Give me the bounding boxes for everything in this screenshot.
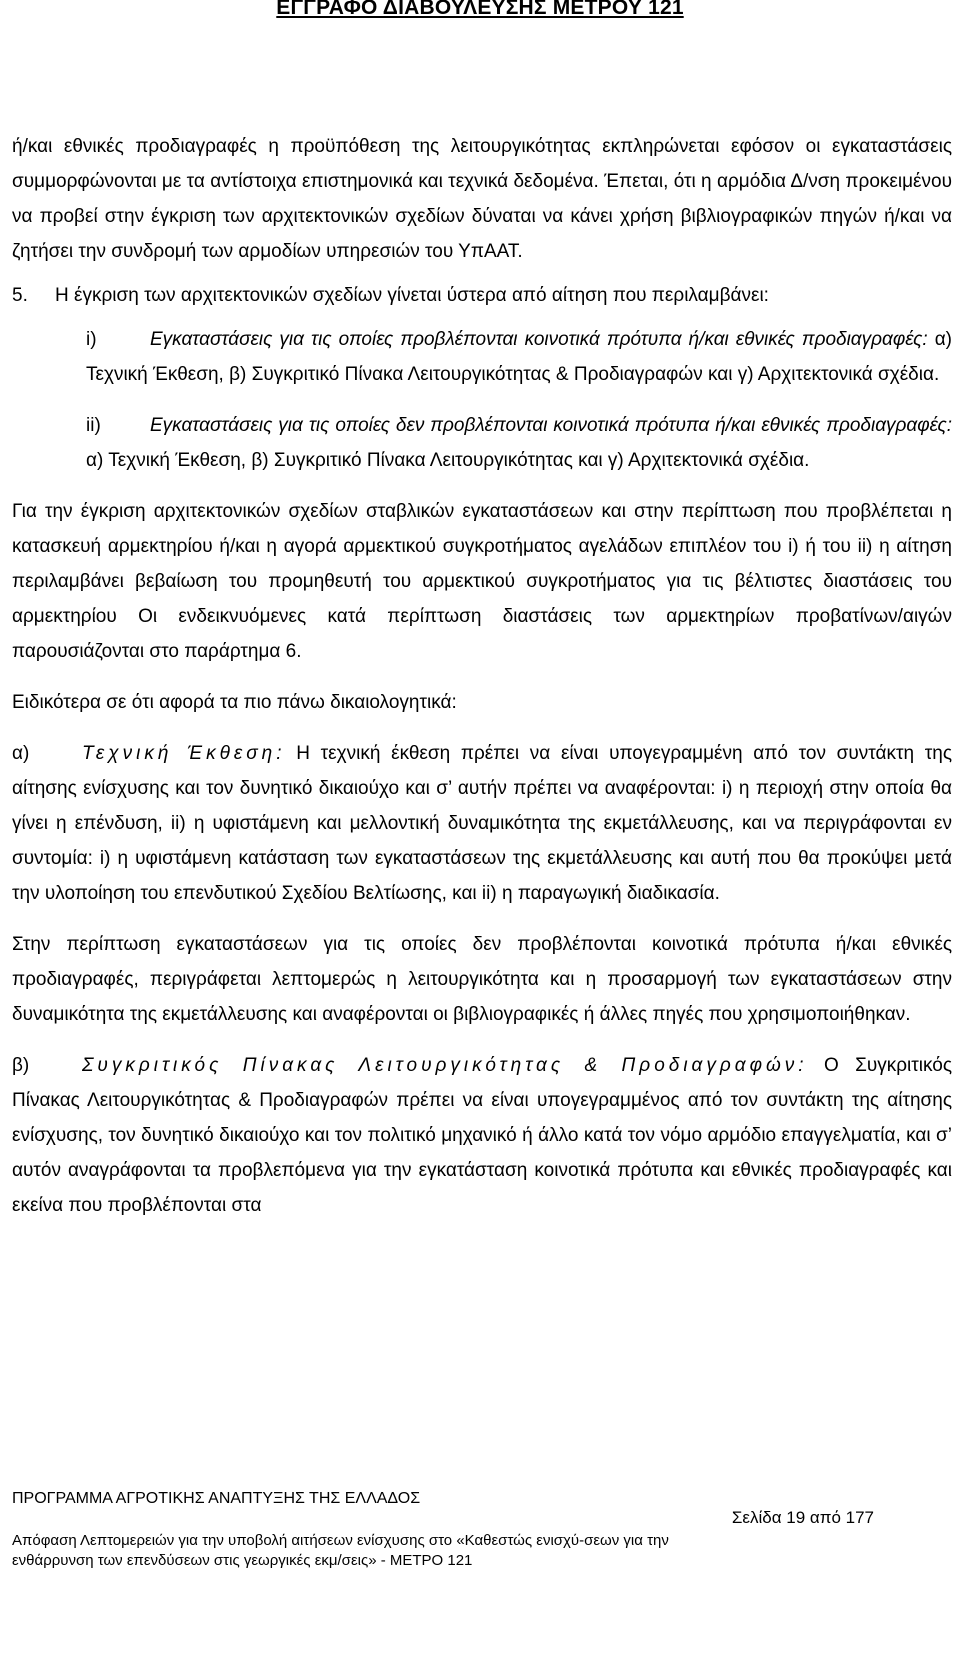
item-beta-label: β) (12, 1055, 30, 1076)
paragraph-no-standards: Στην περίπτωση εγκαταστάσεων για τις οποίες δεν προβλέπονται κοινοτικά πρότυπα ή/και εθνικές προδιαγραφές, περιγράφεται λεπτομερώς η λειτουργικότητα και η προσαρμογή των εγκαταστάσεων στην δυναμικότητα της εκμετάλλευσης και αναφέρονται οι βιβλιογραφικές ή άλλες πηγές που χρησιμοποιήθηκαν. (12, 934, 952, 1025)
item-beta (12, 1048, 952, 1223)
item-alpha (12, 736, 952, 911)
sub-item-ii (86, 408, 952, 478)
footer-decision: Απόφαση Λεπτομερειών για την υποβολή αιτήσεων ενίσχυσης στο «Καθεστώς ενισχύ-σεων για την ενθάρρυνση των επενδύσεων στις γεωργικές εκμ/σεις» - ΜΕΤΡΟ 121 (12, 1532, 669, 1569)
item-beta-text: Ο Συγκριτικός Πίνακας Λειτουργικότητας & Προδιαγραφών πρέπει να είναι υπογεγραμμένος από τον συντάκτη της αίτησης ενίσχυσης, τον δυνητικό δικαιούχο και τον πολιτικό μηχανικό ή άλλο κατά τον νόμο αρμόδιο επαγγελματία, και σ’ αυτόν αναγράφονται τα προβλεπόμενα για την εγκατάσταση κοινοτικά πρότυπα και εθνικές προδιαγραφές και εκείνα που προβλέπονται στα (12, 1055, 952, 1216)
paragraph-stables: Για την έγκριση αρχιτεκτονικών σχεδίων σταβλικών εγκαταστάσεων και στην περίπτωση που προβλέπεται η κατασκευή αρμεκτηρίου ή/και η αγορά αρμεκτικού συγκροτήματος αγελάδων επιπλέον του i) ή του ii) η αίτηση περιλαμβάνει βεβαίωση του προμηθευτή του αρμεκτικού συγκροτήματος για τις βέλτιστες διαστάσεις του αρμεκτηρίου Οι ενδεικνυόμενες κατά περίπτωση διαστάσεις των αρμεκτηρίων προβατίνων/αιγών παρουσιάζονται στο παράρτημα 6. (12, 501, 952, 662)
paragraph-specific: Ειδικότερα σε ότι αφορά τα πιο πάνω δικαιολογητικά: (12, 692, 457, 713)
document-title: ΕΓΓΡΑΦΟ ΔΙΑΒΟΥΛΕΥΣΗΣ ΜΕΤΡΟΥ 121 (276, 0, 684, 19)
sub-item-i (86, 322, 952, 392)
item-alpha-title: Τεχνική Έκθεση: (82, 743, 286, 764)
sub-item-ii-text: α) Τεχνική Έκθεση, β) Συγκριτικό Πίνακα Λειτουργικότητας και γ) Αρχιτεκτονικά σχέδια. (86, 450, 810, 471)
paragraph-continuation: ή/και εθνικές προδιαγραφές η προϋπόθεση της λειτουργικότητας εκπληρώνεται εφόσον οι εγκαταστάσεις συμμορφώνονται με τα αντίστοιχα επιστημονικά και τεχνικά δεδομένα. Έπεται, ότι η αρμόδια Δ/νση προκειμένου να προβεί στην έγκριση των αρχιτεκτονικών σχεδίων δύναται να κάνει χρήση βιβλιογραφικών πηγών ή/και να ζητήσει την συνδρομή των αρμοδίων υπηρεσιών του ΥπΑΑΤ. (12, 136, 952, 262)
footer-program: ΠΡΟΓΡΑΜΜΑ ΑΓΡΟΤΙΚΗΣ ΑΝΑΠΤΥΞΗΣ ΤΗΣ ΕΛΛΑΔΟΣ (12, 1490, 421, 1507)
item-5-text: Η έγκριση των αρχιτεκτονικών σχεδίων γίνεται ύστερα από αίτηση που περιλαμβάνει: (55, 285, 769, 306)
sub-item-i-label: i) (86, 329, 97, 350)
item-alpha-text: Η τεχνική έκθεση πρέπει να είναι υπογεγραμμένη από τον συντάκτη της αίτησης ενίσχυσης και τον δυνητικό δικαιούχο και σ’ αυτήν πρέπει να αναφέρονται: i) η περιοχή στην οποία θα γίνει η επένδυση, ii) η υφιστάμενη και μελλοντική δυναμικότητα της εκμετάλλευσης, και να περιγράφονται εν συντομία: i) η υφιστάμενη κατάσταση των εγκαταστάσεων της εκμετάλλευσης και αυτή που θα προκύψει μετά την υλοποίηση του επενδυτικού Σχεδίου Βελτίωσης, και ii) η παραγωγική διαδικασία. (12, 743, 952, 904)
page-number: Σελίδα 19 από 177 (731, 1508, 874, 1527)
sub-item-ii-heading: Εγκαταστάσεις για τις οποίες δεν προβλέπονται κοινοτικά πρότυπα ή/και εθνικές προδιαγραφές: (150, 415, 952, 436)
item-5-number: 5. (12, 285, 28, 306)
item-beta-title: Συγκριτικός Πίνακας Λειτουργικότητας & Προδιαγραφών: (82, 1055, 808, 1076)
document-body (12, 129, 952, 1223)
sub-item-ii-label: ii) (86, 415, 101, 436)
item-5 (12, 278, 952, 313)
sub-item-i-text: α) Τεχνική Έκθεση, β) Συγκριτικό Πίνακα Λειτουργικότητας & Προδιαγραφών και γ) Αρχιτεκτονικά σχέδια. (86, 329, 953, 385)
item-alpha-label: α) (12, 743, 30, 764)
page-header (0, 0, 960, 34)
sub-item-i-heading: Εγκαταστάσεις για τις οποίες προβλέπονται κοινοτικά πρότυπα ή/και εθνικές προδιαγραφές: (150, 329, 928, 350)
